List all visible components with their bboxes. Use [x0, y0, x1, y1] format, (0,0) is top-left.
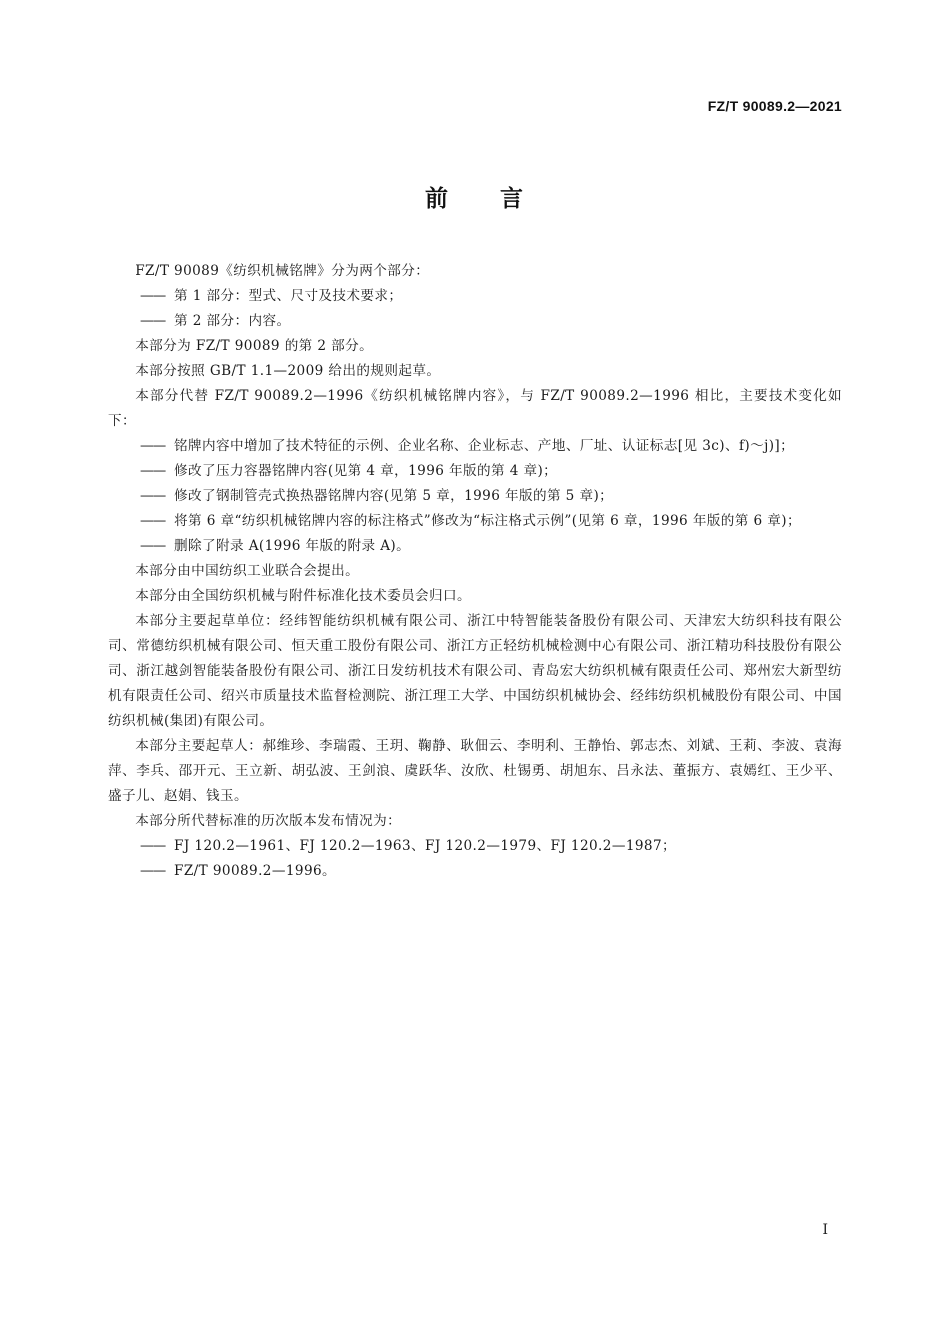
standard-code: FZ/T 90089.2—2021 [707, 98, 842, 114]
list-item-text: 删除了附录 A(1996 年版的附录 A)。 [174, 538, 411, 554]
list-item-history-1 [108, 834, 842, 859]
paragraph-proposer: 本部分由中国纺织工业联合会提出。 [135, 563, 360, 579]
page-title [0, 180, 950, 213]
paragraph-drafters: 本部分主要起草人：郝维珍、李瑞霞、王玥、鞠静、耿佃云、李明利、王静怡、郭志杰、刘斌、王莉、李波、袁海萍、李兵、邵开元、王立新、胡弘波、王剑浪、虞跃华、汝欣、杜锡勇、胡旭东、吕永法、董振方、袁嫣红、王少平、盛子儿、赵娟、钱玉。 [108, 738, 842, 804]
dash-mark: —— [140, 538, 166, 554]
dash-mark: —— [140, 463, 166, 479]
title-char-2: 言 [500, 186, 525, 212]
paragraph-intro: FZ/T 90089《纺织机械铭牌》分为两个部分： [135, 263, 430, 279]
title-char-1: 前 [425, 186, 450, 212]
foreword-body [108, 259, 842, 884]
page-number: I [822, 1222, 828, 1238]
list-item-text: 第 1 部分：型式、尺寸及技术要求； [174, 288, 403, 304]
list-item-part-1 [108, 284, 842, 309]
list-item-text: FJ 120.2—1961、FJ 120.2—1963、FJ 120.2—1979、FJ 120.2—1987； [174, 838, 677, 854]
list-item-change-5 [108, 534, 842, 559]
paragraph-drafting-rules: 本部分按照 GB/T 1.1—2009 给出的规则起草。 [135, 363, 441, 379]
list-item-change-4 [108, 509, 842, 534]
list-item-history-2 [108, 859, 842, 884]
paragraph-part-statement: 本部分为 FZ/T 90089 的第 2 部分。 [135, 338, 374, 354]
list-item-text: 修改了钢制管壳式换热器铭牌内容(见第 5 章，1996 年版的第 5 章)； [174, 488, 614, 504]
dash-mark: —— [140, 313, 166, 329]
dash-mark: —— [140, 488, 166, 504]
dash-mark: —— [140, 438, 166, 454]
list-item-text: 修改了压力容器铭牌内容(见第 4 章，1996 年版的第 4 章)； [174, 463, 558, 479]
list-item-text: 将第 6 章“纺织机械铭牌内容的标注格式”修改为“标注格式示例”(见第 6 章，1996 年版的第 6 章)； [174, 513, 801, 529]
list-item-part-2 [108, 309, 842, 334]
dash-mark: —— [140, 838, 166, 854]
paragraph-committee: 本部分由全国纺织机械与附件标准化技术委员会归口。 [135, 588, 472, 604]
list-item-text: 铭牌内容中增加了技术特征的示例、企业名称、企业标志、产地、厂址、认证标志[见 3c)、f)～j)]； [174, 438, 795, 454]
paragraph-history: 本部分所代替标准的历次版本发布情况为： [135, 813, 402, 829]
dash-mark: —— [140, 513, 166, 529]
list-item-change-1 [108, 434, 842, 459]
list-item-text: 第 2 部分：内容。 [174, 313, 291, 329]
dash-mark: —— [140, 288, 166, 304]
list-item-change-3 [108, 484, 842, 509]
list-item-text: FZ/T 90089.2—1996。 [174, 863, 337, 879]
dash-mark: —— [140, 863, 166, 879]
paragraph-drafting-units: 本部分主要起草单位：经纬智能纺织机械有限公司、浙江中特智能装备股份有限公司、天津宏大纺织科技有限公司、常德纺织机械有限公司、恒天重工股份有限公司、浙江方正轻纺机械检测中心有限公司、浙江精功科技股份有限公司、浙江越剑智能装备股份有限公司、浙江日发纺机技术有限公司、青岛宏大纺织机械有限责任公司、郑州宏大新型纺机有限责任公司、绍兴市质量技术监督检测院、浙江理工大学、中国纺织机械协会、经纬纺织机械股份有限公司、中国纺织机械(集团)有限公司。 [108, 613, 842, 729]
list-item-change-2 [108, 459, 842, 484]
paragraph-replacement: 本部分代替 FZ/T 90089.2—1996《纺织机械铭牌内容》，与 FZ/T 90089.2—1996 相比，主要技术变化如下： [108, 388, 842, 429]
